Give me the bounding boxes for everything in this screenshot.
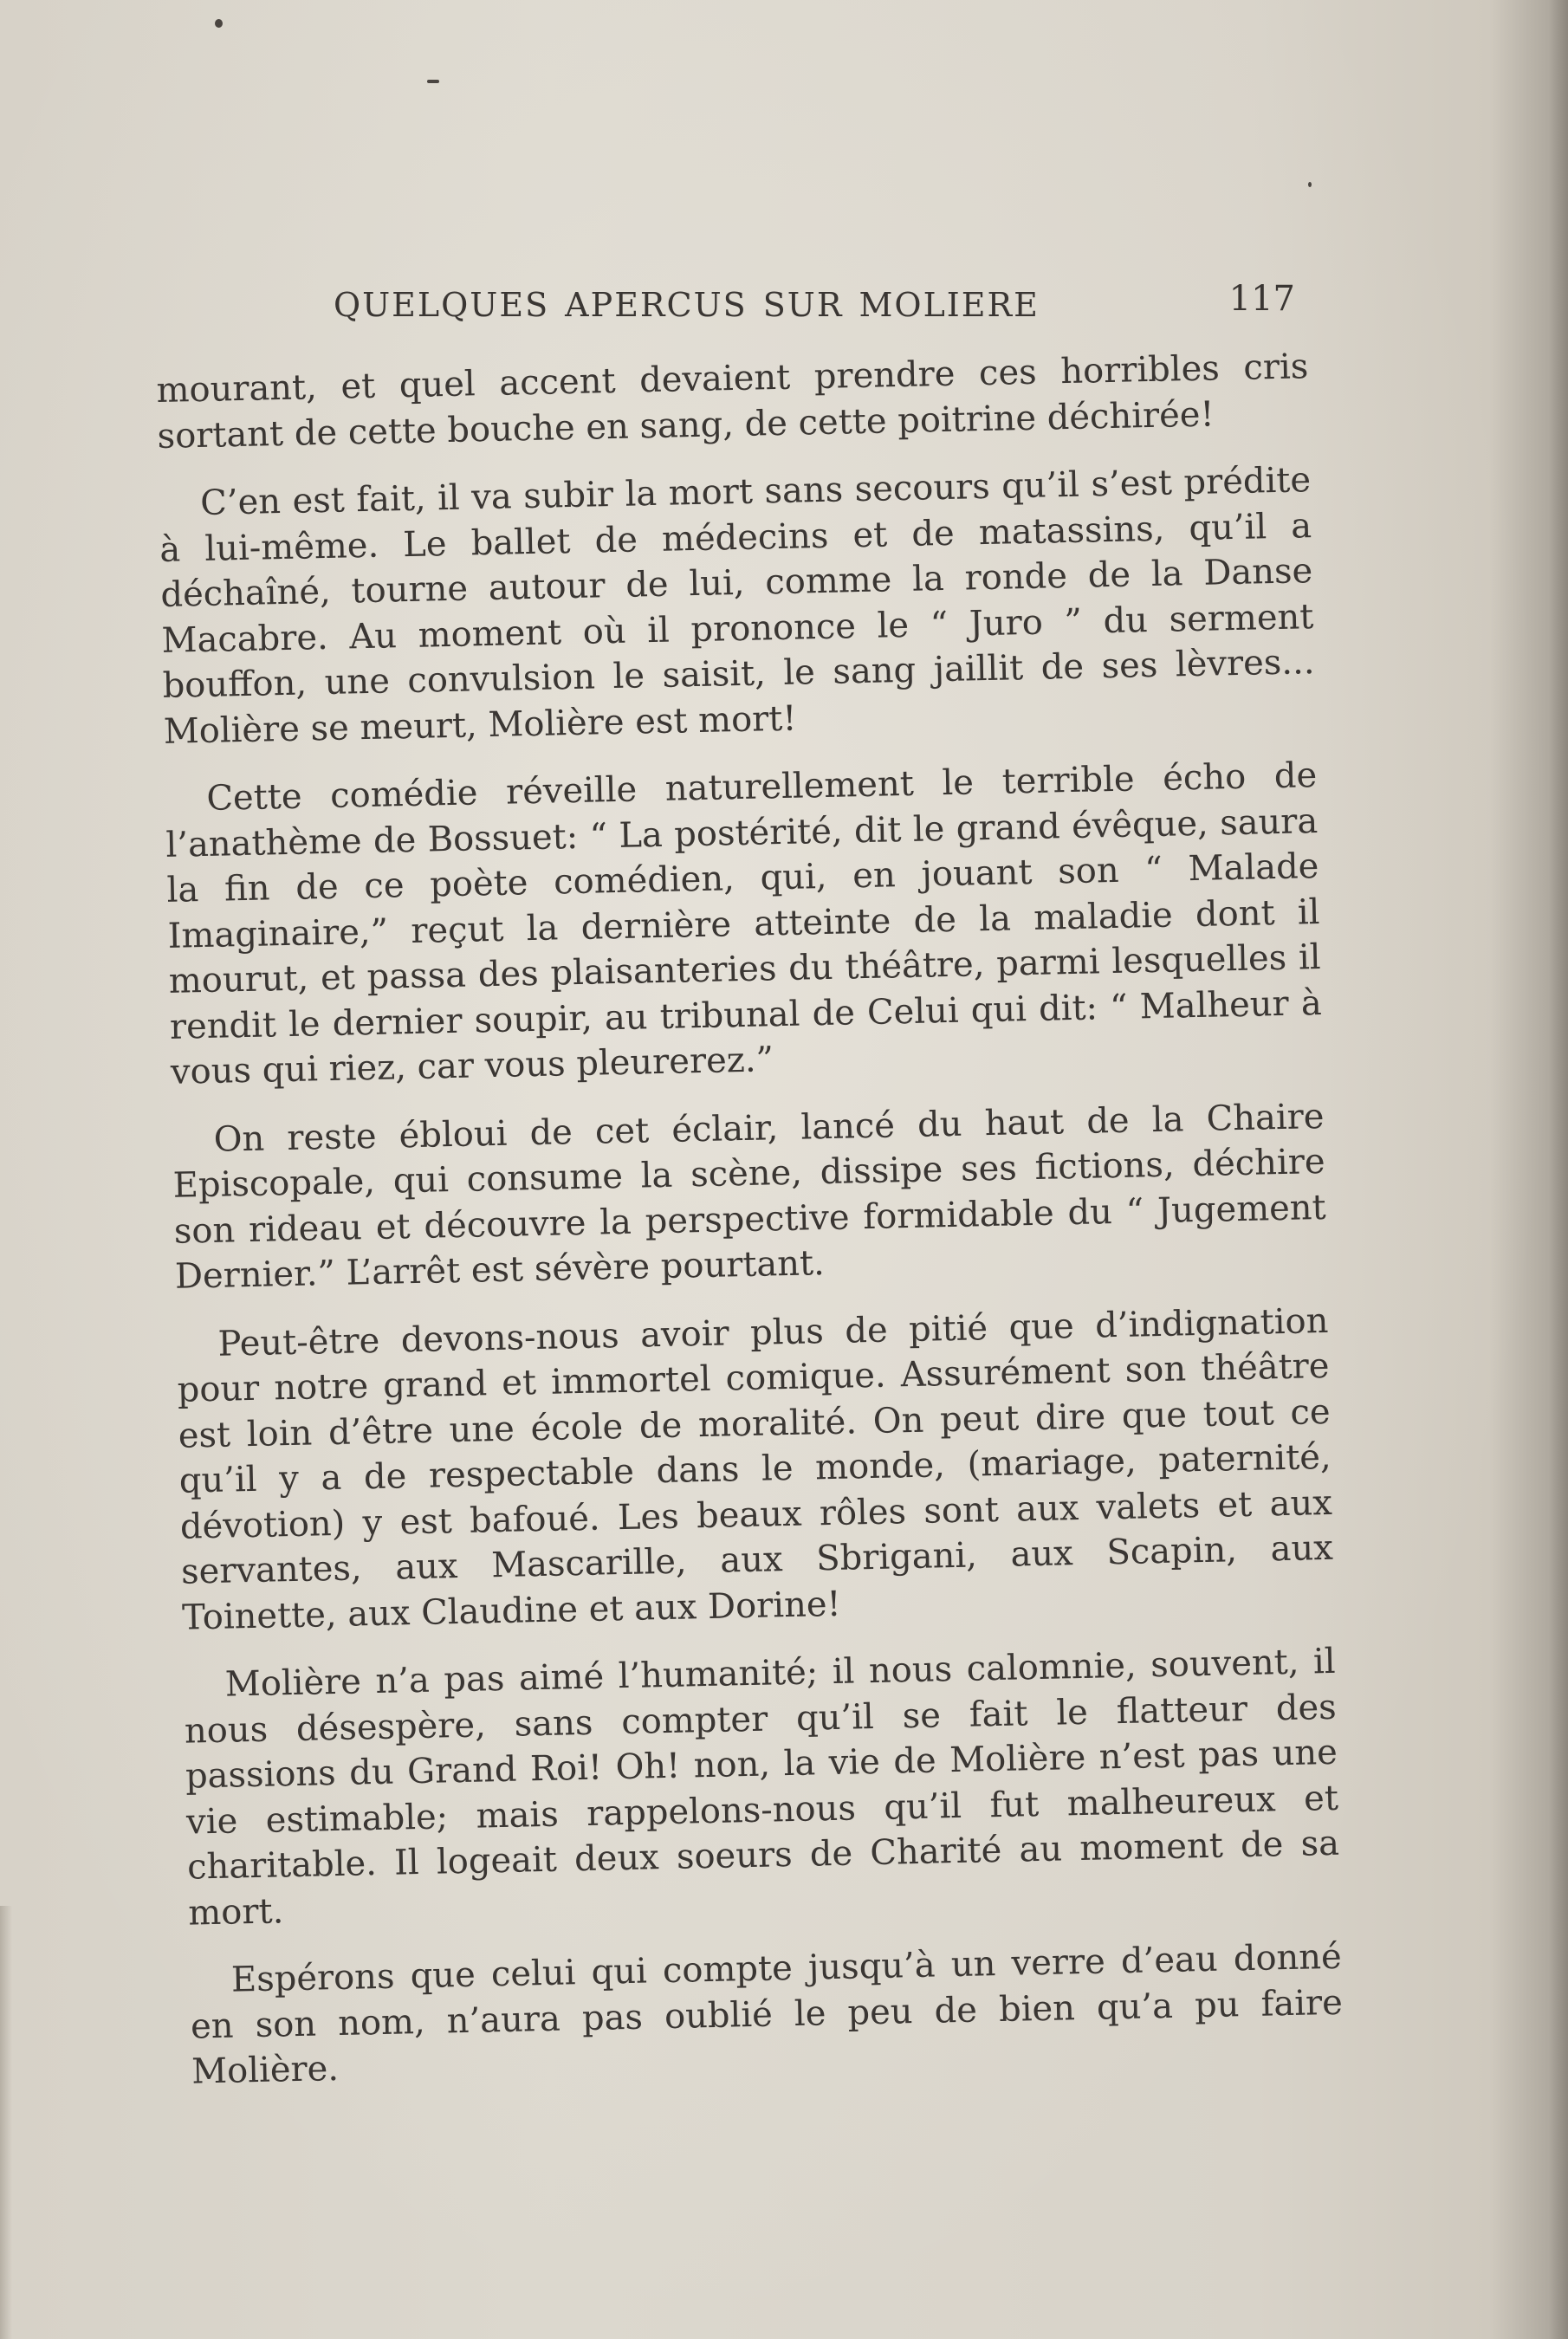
paragraph: Molière n’a pas aimé l’humanité; il nous calomnie, souvent, il nous désespère, sans compter qu’il se fait le flatteur des passions du Grand Roi! Oh! non, la vie de Molière n’est pas une vie estimable; mais rappelons-nous qu’il fut malheureux et charitable. Il logeait deux soeurs de Charité au moment de sa mort. [184,1641,1340,1934]
page-number: 117 [1228,279,1295,319]
paragraph: Peut-être devons-nous avoir plus de pitié que d’indignation pour notre grand et immortel comique. Assurément son théâtre est loin d’être une école de moralité. On peut dire que tout ce qu’il y a de respectable dans le monde, (mariage, paternité, dévotion) y est bafoué. Les beaux rôles sont aux valets et aux servantes, aux Mascarille, aux Sbrigani, aux Scapin, aux Toinette, aux Claudine et aux Dorine! [177,1300,1334,1638]
paragraph: Espérons que celui qui compte jusqu’à un verre d’eau donné en son nom, n’aura pas oublié le peu de bien qu’a pu faire Molière. [190,1936,1344,2092]
running-title: QUELQUES APERCUS SUR MOLIERE [334,286,1040,324]
paragraph: Cette comédie réveille naturellement le terrible écho de l’anathème de Bossuet: “ La postérité, dit le grand évêque, saura la fin de ce poète comédien, qui, en jouant son “ Malade Imaginaire,” reçut la dernière atteinte de la maladie dont il mourut, et passa des plaisanteries du théâtre, parmi lesquelles il rendit le dernier soupir, au tribunal de Celui qui dit: “ Malheur à vous qui riez, car vous pleurerez.” [165,755,1323,1092]
body-text [156,344,1344,2117]
ink-speck [215,19,223,28]
running-header [334,279,1295,331]
paragraph: C’en est fait, il va subir la mort sans secours qu’il s’est prédite à lui-même. Le ballet de médecins et de matassins, qu’il a déchaîné, tourne autour de lui, comme la ronde de la Danse Macabre. Au moment où il prononce le “ Juro ” du serment bouffon, une convulsion le saisit, le sang jaillit de ses lèvres... Molière se meurt, Molière est mort! [159,460,1315,752]
ink-speck [427,80,439,83]
paragraph: On reste ébloui de cet éclair, lancé du haut de la Chaire Episcopale, qui consume la scène, dissipe ses fictions, déchire son rideau et découvre la perspective formidable du “ Jugement Dernier.” L’arrêt est sévère pourtant. [172,1096,1327,1297]
page-edge-shadow [1549,0,1568,2339]
page-edge-shadow-left [0,1906,12,2339]
ink-speck [1308,182,1312,187]
paragraph: mourant, et quel accent devaient prendre ces horribles cris sortant de cette bouche en sang, de cette poitrine déchirée! [156,347,1309,457]
